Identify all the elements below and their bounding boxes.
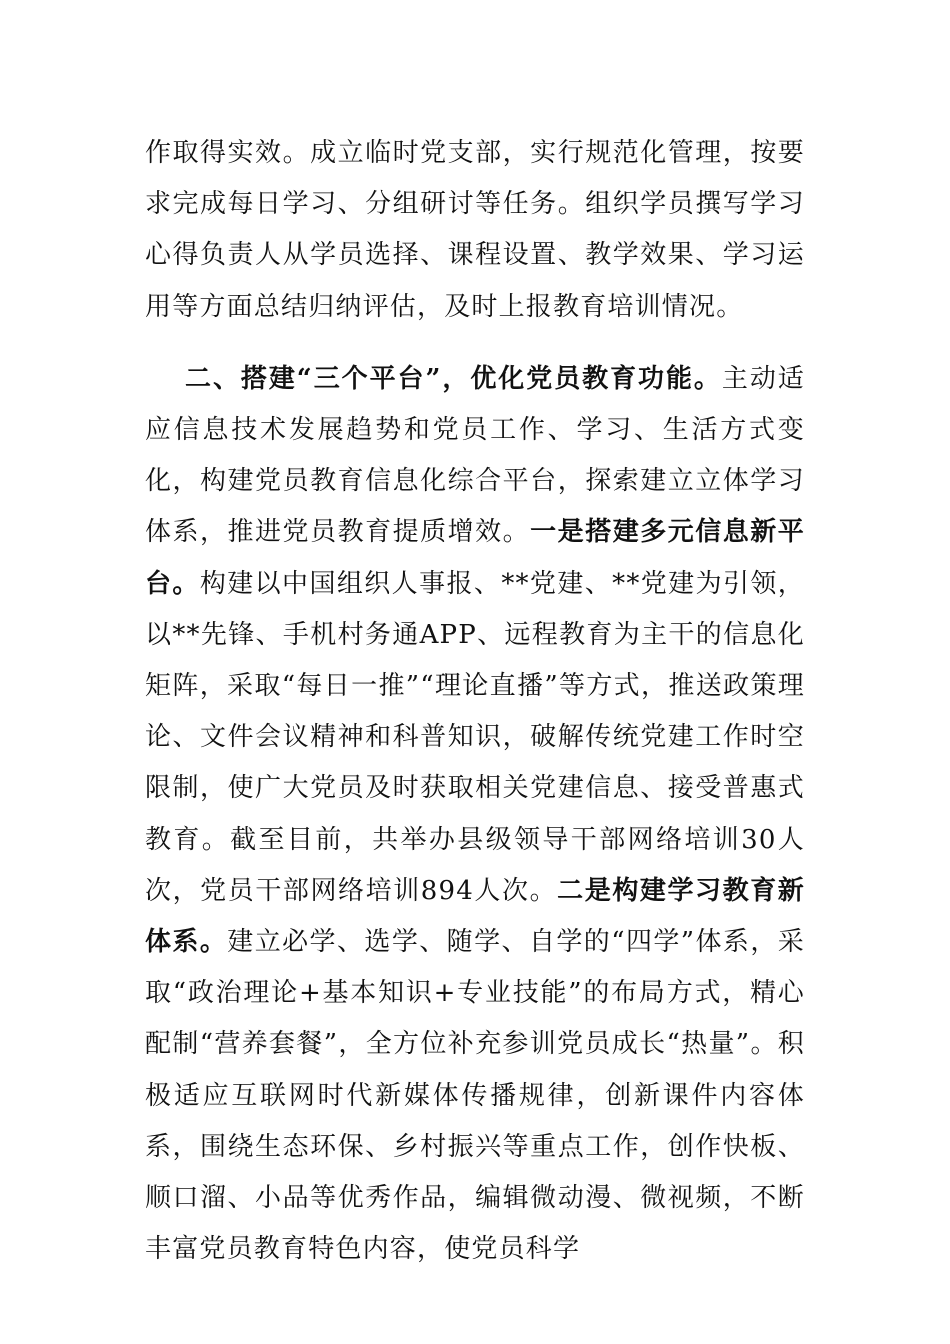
point-one-heading: 一是搭建多元信息新平台。	[145, 517, 805, 599]
section-heading: 二、搭建“三个平台”，优化党员教育功能。	[185, 363, 722, 394]
point-two-text: 建立必学、选学、随学、自学的“四学”体系，采取“政治理论+基本知识+专业技能”的布局方式，精心配制“营养套餐”，全方位补充参训党员成长“热量”。积极适应互联网时代新媒体传播规律，创新课件内容体系，围绕生态环保、乡村振兴等重点工作，创作快板、顺口溜、小品等优秀作品，编辑微动漫、微视频，不断丰富党员教育特色内容，使党员科学	[145, 927, 805, 1265]
point-one-text: 构建以中国组织人事报、**党建、**党建为引领，以**先锋、手机村务通APP、远程教育为主干的信息化矩阵，采取“每日一推”“理论直播”等方式，推送政策理论、文件会议精神和科普知识，破解传统党建工作时空限制，使广大党员及时获取相关党建信息、接受普惠式教育。截至目前，共举办县级领导干部网络培训30人次，党员干部网络培训894人次。	[145, 568, 805, 906]
point-two-heading: 二是构建学习教育新体系。	[145, 875, 805, 958]
section-intro-text: 主动适应信息技术发展趋势和党员工作、学习、生活方式变化，构建党员教育信息化综合平台，探索建立立体学习体系，推进党员教育提质增效。	[145, 363, 805, 548]
paragraph-training-summary: 作取得实效。成立临时党支部，实行规范化管理，按要求完成每日学习、分组研讨等任务。组织学员撰写学习心得负责人从学员选择、课程设置、教学效果、学习运用等方面总结归纳评估，及时上报教育培训情况。	[145, 138, 805, 322]
paragraph-three-platforms	[145, 354, 805, 1276]
document-page	[145, 128, 805, 1275]
